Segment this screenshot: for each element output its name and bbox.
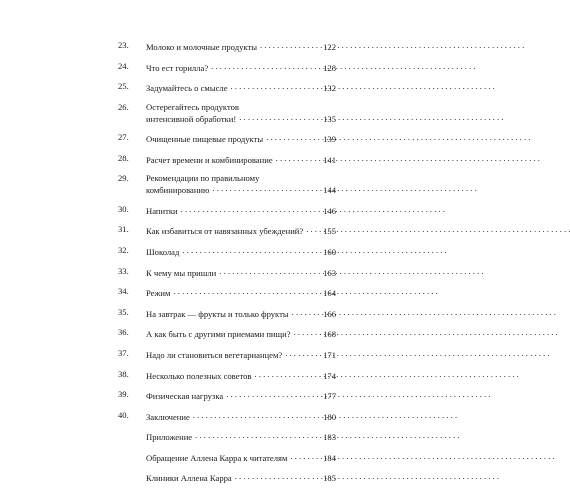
page-number: 168 xyxy=(323,329,336,340)
dot-leader xyxy=(239,112,319,122)
page-number: 135 xyxy=(323,113,336,124)
chapter-number: 29. xyxy=(118,173,129,184)
toc-entry xyxy=(118,286,336,298)
toc-entry xyxy=(118,451,336,463)
page-number: 132 xyxy=(323,83,336,94)
page-number: 166 xyxy=(323,308,336,319)
chapter-title: Задумайтесь о смысле xyxy=(146,83,228,94)
page-number: 180 xyxy=(323,411,336,422)
page-number: 171 xyxy=(323,349,336,360)
chapter-number: 40. xyxy=(118,409,129,420)
chapter-title: Надо ли становиться вегетарианцем? xyxy=(146,349,283,360)
chapter-number: 31. xyxy=(118,224,129,235)
page-number: 139 xyxy=(323,134,336,145)
chapter-title: А как быть с другими приемами пищи? xyxy=(146,329,291,340)
chapter-title-line1: Остерегайтесь продуктов xyxy=(146,101,239,112)
toc-entry xyxy=(118,173,336,195)
chapter-title: Как избавиться от навязанных убеждений? xyxy=(146,226,304,237)
chapter-number: 38. xyxy=(118,368,129,379)
chapter-number: 34. xyxy=(118,286,129,297)
page-number: 163 xyxy=(323,267,336,278)
dot-leader xyxy=(193,410,319,420)
dot-leader xyxy=(294,327,319,337)
dot-leader xyxy=(212,183,319,193)
dot-leader xyxy=(181,204,319,214)
dot-leader xyxy=(260,40,319,50)
toc-entry xyxy=(118,410,336,422)
table-of-contents xyxy=(118,40,336,492)
chapter-number: 24. xyxy=(118,60,129,71)
chapter-title: интенсивной обработки! xyxy=(146,113,237,124)
dot-leader xyxy=(195,430,319,440)
dot-leader xyxy=(276,153,319,163)
toc-entry xyxy=(118,369,336,381)
chapter-title: Режим xyxy=(146,288,171,299)
page-number: 160 xyxy=(323,246,336,257)
toc-entry xyxy=(118,327,336,339)
dot-leader xyxy=(219,266,319,276)
dot-leader xyxy=(285,348,319,358)
chapter-title: Что ест горилла? xyxy=(146,62,209,73)
chapter-title: Заключение xyxy=(146,411,190,422)
toc-entry xyxy=(118,81,336,93)
chapter-number: 32. xyxy=(118,244,129,255)
chapter-title: Физическая нагрузка xyxy=(146,391,224,402)
toc-entry xyxy=(118,348,336,360)
toc-entry xyxy=(118,245,336,257)
dot-leader xyxy=(182,245,319,255)
page-number: 183 xyxy=(323,432,336,443)
chapter-number: 30. xyxy=(118,203,129,214)
chapter-number: 35. xyxy=(118,306,129,317)
chapter-title: Молоко и молочные продукты xyxy=(146,42,257,52)
chapter-title: На завтрак — фрукты и только фрукты xyxy=(146,308,289,319)
toc-entry xyxy=(118,389,336,401)
dot-leader xyxy=(306,224,319,234)
chapter-number: 28. xyxy=(118,152,129,163)
toc-entry xyxy=(118,266,336,278)
toc-entry xyxy=(118,430,336,442)
dot-leader xyxy=(266,132,319,142)
dot-leader xyxy=(231,81,319,91)
toc-entry xyxy=(118,471,336,483)
toc-entry xyxy=(118,224,336,236)
dot-leader xyxy=(173,286,319,296)
chapter-number: 33. xyxy=(118,265,129,276)
chapter-title: Шоколад xyxy=(146,246,180,257)
chapter-number: 37. xyxy=(118,347,129,358)
chapter-number: 25. xyxy=(118,81,129,92)
chapter-title: Приложение xyxy=(146,432,193,443)
chapter-number: 26. xyxy=(118,101,129,112)
toc-entry xyxy=(118,153,336,165)
page-number: 185 xyxy=(323,473,336,484)
chapter-title: Расчет времени и комбинирование xyxy=(146,154,273,165)
chapter-number: 23. xyxy=(118,40,129,50)
page-number: 122 xyxy=(323,42,336,52)
dot-leader xyxy=(235,471,319,481)
chapter-title: Напитки xyxy=(146,205,178,216)
chapter-number: 36. xyxy=(118,327,129,338)
chapter-title: Очищенные пищевые продукты xyxy=(146,134,264,145)
chapter-title: комбинированию xyxy=(146,185,210,196)
toc-entry xyxy=(118,61,336,73)
chapter-number: 27. xyxy=(118,132,129,143)
chapter-title: Несколько полезных советов xyxy=(146,370,252,381)
chapter-title-line1: Рекомендации по правильному xyxy=(146,173,260,184)
page-number: 174 xyxy=(323,370,336,381)
page-number: 144 xyxy=(323,185,336,196)
page-number: 155 xyxy=(323,226,336,237)
page-number: 177 xyxy=(323,391,336,402)
page-number: 141 xyxy=(323,154,336,165)
page-number: 184 xyxy=(323,452,336,463)
toc-entry xyxy=(118,132,336,144)
chapter-title: Клиники Аллена Карра xyxy=(146,473,232,484)
chapter-number: 39. xyxy=(118,389,129,400)
toc-entry xyxy=(118,307,336,319)
page-number: 128 xyxy=(323,62,336,73)
toc-entry xyxy=(118,102,336,124)
chapter-title: К чему мы пришли xyxy=(146,267,217,278)
dot-leader xyxy=(226,389,319,399)
dot-leader xyxy=(292,307,319,317)
page-number: 146 xyxy=(323,205,336,216)
dot-leader xyxy=(290,451,319,461)
chapter-title: Обращение Аллена Карра к читателям xyxy=(146,452,288,463)
toc-entry xyxy=(118,40,336,52)
dot-leader xyxy=(211,61,319,71)
toc-entry xyxy=(118,204,336,216)
page-number: 164 xyxy=(323,288,336,299)
dot-leader xyxy=(255,369,320,379)
